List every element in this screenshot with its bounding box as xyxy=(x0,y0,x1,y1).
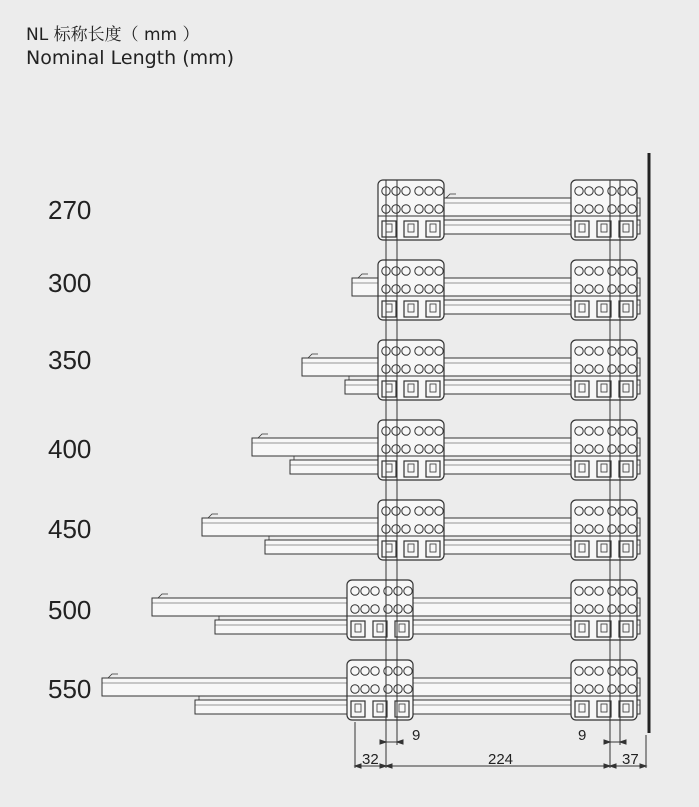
front-bracket-6 xyxy=(347,660,413,720)
rear-bracket-4 xyxy=(571,500,637,560)
front-bracket-0 xyxy=(378,180,444,240)
nl-label-300: 300 xyxy=(48,268,92,298)
slide-row-3 xyxy=(252,420,640,480)
slide-row-6 xyxy=(102,660,640,720)
rear-bracket-5 xyxy=(571,580,637,640)
front-bracket-5 xyxy=(347,580,413,640)
slide-row-1 xyxy=(352,260,640,320)
slide-row-4 xyxy=(202,500,640,560)
slide-row-5 xyxy=(152,580,640,640)
front-bracket-2 xyxy=(378,340,444,400)
nl-label-270: 270 xyxy=(48,195,92,225)
rear-bracket-3 xyxy=(571,420,637,480)
nl-label-400: 400 xyxy=(48,434,92,464)
slide-row-0 xyxy=(378,180,640,240)
rear-bracket-2 xyxy=(571,340,637,400)
rear-bracket-6 xyxy=(571,660,637,720)
nl-label-350: 350 xyxy=(48,345,92,375)
front-bracket-3 xyxy=(378,420,444,480)
slide-row-2 xyxy=(302,340,640,400)
dim-label-9-left: 9 xyxy=(412,727,421,744)
nl-label-450: 450 xyxy=(48,514,92,544)
title-chinese: NL 标称长度（ mm ） xyxy=(26,25,200,45)
title-english: Nominal Length (mm) xyxy=(26,47,235,69)
dim-label-32: 32 xyxy=(362,751,379,768)
dim-label-9-right: 9 xyxy=(578,727,587,744)
dim-label-224: 224 xyxy=(488,751,514,768)
nl-label-500: 500 xyxy=(48,595,92,625)
dim-label-37: 37 xyxy=(622,751,639,768)
nl-label-550: 550 xyxy=(48,674,92,704)
slide-rows xyxy=(102,180,640,720)
rear-bracket-1 xyxy=(571,260,637,320)
rear-bracket-0 xyxy=(571,180,637,240)
front-bracket-1 xyxy=(378,260,444,320)
front-bracket-4 xyxy=(378,500,444,560)
